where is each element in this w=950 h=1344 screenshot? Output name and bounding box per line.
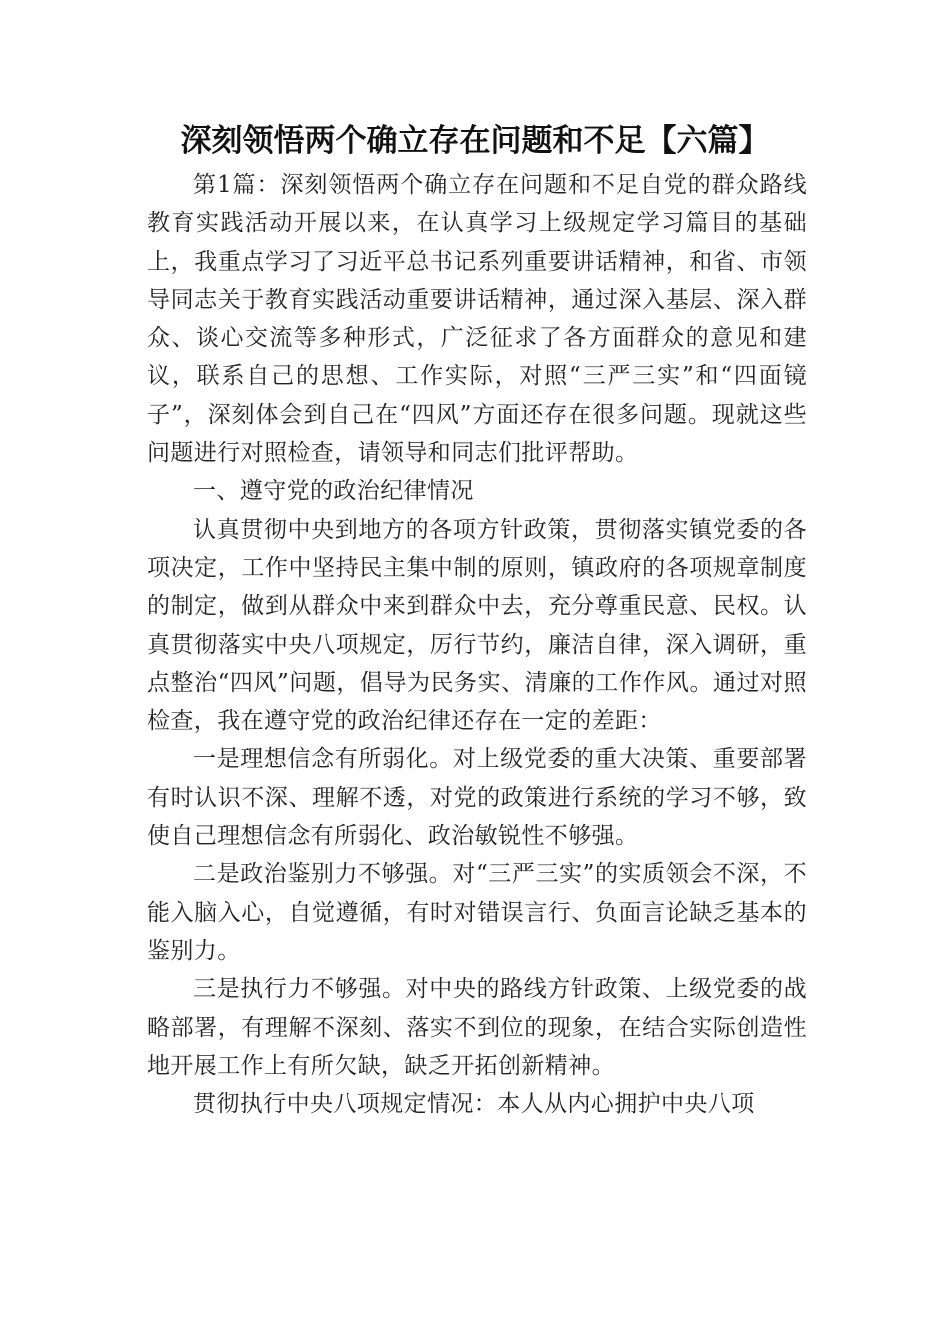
paragraph-eight-rules: 贯彻执行中央八项规定情况：本人从内心拥护中央八项 [193,1091,755,1118]
paragraph-point-three: 三是执行力不够强。对中央的路线方针政策、上级党委的战略部署，有理解不深刻、落实不到位的现象，在结合实际创造性地开展工作上有所欠缺，缺乏开拓创新精神。 [147,976,807,1079]
document-title: 深刻领悟两个确立存在问题和不足【六篇】 [180,123,770,159]
paragraph-intro: 第1篇：深刻领悟两个确立存在问题和不足自党的群众路线教育实践活动开展以来，在认真学习上级规定学习篇目的基础上，我重点学习了习近平总书记系列重要讲话精神，和省、市领导同志关于教育实践活动重要讲话精神，通过深入基层、深入群众、谈心交流等多种形式，广泛征求了各方面群众的意见和建议，联系自己的思想、工作实际，对照“三严三实”和“四面镜子”，深刻体会到自己在“四风”方面还存在很多问题。现就这些问题进行对照检查，请领导和同志们批评帮助。 [147,172,807,467]
paragraph-political-discipline: 认真贯彻中央到地方的各项方针政策，贯彻落实镇党委的各项决定，工作中坚持民主集中制的原则，镇政府的各项规章制度的制定，做到从群众中来到群众中去，充分尊重民意、民权。认真贯彻落实中央八项规定，厉行节约，廉洁自律，深入调研，重点整治“四风”问题，倡导为民务实、清廉的工作作风。通过对照检查，我在遵守党的政治纪律还存在一定的差距： [147,516,807,735]
section-heading-political-discipline: 一、遵守党的政治纪律情况 [193,478,474,505]
paragraph-point-one: 一是理想信念有所弱化。对上级党委的重大决策、重要部署有时认识不深、理解不透，对党的政策进行系统的学习不够，致使自己理想信念有所弱化、政治敏锐性不够强。 [147,746,807,850]
paragraph-point-two: 二是政治鉴别力不够强。对“三严三实”的实质领会不深，不能入脑入心，自觉遵循，有时对错误言行、负面言论缺乏基本的鉴别力。 [147,861,807,964]
document-body [147,166,807,1123]
